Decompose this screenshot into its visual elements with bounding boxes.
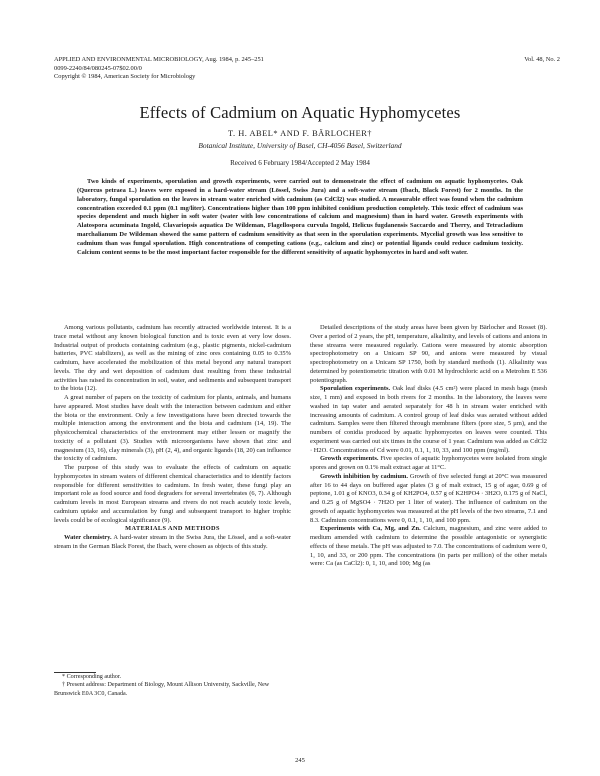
growth-inhibition-paragraph bbox=[310, 473, 547, 526]
journal-citation: APPLIED AND ENVIRONMENTAL MICROBIOLOGY, Aug. 1984, p. 245–251 bbox=[54, 56, 264, 63]
footnote-corresponding: * Corresponding author. bbox=[62, 674, 122, 680]
water-chemistry-text: A hard-water stream in the Swiss Jura, the Lössel, and a soft-water stream in the German Black Forest, the Ibach, were chosen as objects of this study. bbox=[54, 534, 291, 550]
intro-paragraph-1: Among various pollutants, cadmium has recently attracted worldwide interest. It is a trace metal without any known biological function and is toxic even at very low doses. Industrial output of products containing cadmium (e.g., plastic pigments, nickel-cadmium batteries, PVC stabilizers), as well as the mining of zinc ores containing 0.05 to 0.35% cadmium, have accelerated the mobilization of this metal beyond any natural transport levels. The dry and wet deposition of cadmium dust resulting from these industrial activities has raised its concentration in soil, water, and sediments and subsequent transport to the biota (12). bbox=[54, 324, 291, 393]
right-column bbox=[310, 324, 547, 569]
intro-paragraph-2: A great number of papers on the toxicity of cadmium for plants, animals, and humans have appeared. Most studies have dealt with the interaction between cadmium and either the biota or the environment. Only a few investigations have been directed towards the multiple interaction among the environment and the biota and cadmium (14, 19). The physicochemical characteristics of the environment may either lessen or magnify the toxicity of a pollutant (3). Studies with microorganisms have shown that zinc and magnesium (13, 16), clay minerals (3), pH (2, 4), and organic ligands (18, 20) can influence the toxicity of cadmium. bbox=[54, 394, 291, 463]
page-number: 245 bbox=[295, 757, 305, 764]
issn-line: 0099-2240/84/080245-07$02.00/0 bbox=[54, 64, 142, 72]
journal-header bbox=[54, 56, 374, 82]
sporulation-paragraph bbox=[310, 385, 547, 455]
left-column bbox=[54, 324, 291, 552]
sporulation-text: Oak leaf disks (4.5 cm²) were placed in mesh bags (mesh size, 1 mm) and exposed in both rivers for 2 months. In the laboratory, the leaves were washed in tap water and aerated separately for 48 h in stream water enriched with increasing amounts of cadmium. A control group of leaf disks was aerated without added cadmium. Samples were then filtered through membrane filters (pore size, 5 µm), and the numbers of conidia produced by aquatic hyphomycetes on leaves were counted. This experiment was carried out six times in the course of 1 year. Cadmium was added as CdCl2 · H2O. Concentrations of Cd were 0.01, 0.1, 1, 10, 33, and 100 ppm (mg/ml). bbox=[310, 385, 548, 454]
growth-inhibition-text: Growth of five selected fungi at 20°C was measured after 16 to 44 days on buffered agar plates (3 g of malt extract, 15 g of agar, 0.69 g of peptone, 1.01 g of KNO3, 0.34 g of KH2PO4, 0.57 g of K2HPO4 · 3H2O, 0.175 g of NaCl, and 0.25 g of MgSO4 · 7H2O per 1 liter of water). The influence of cadmium on the growth of aquatic hyphomycetes was measured at the pH levels of the two streams, 7.1 and 8.3. Cadmium concentrations were 0, 0.1, 1, 10, and 100 ppm. bbox=[310, 472, 547, 524]
water-chemistry-heading: Water chemistry. bbox=[64, 534, 112, 541]
water-chemistry-paragraph bbox=[54, 534, 291, 552]
ca-mg-zn-heading: Experiments with Ca, Mg, and Zn. bbox=[320, 525, 421, 533]
ca-mg-zn-paragraph bbox=[310, 525, 547, 569]
section-heading-methods: MATERIALS AND METHODS bbox=[125, 525, 220, 533]
copyright-line: Copyright © 1984, American Society for Microbiology bbox=[54, 73, 196, 81]
ca-mg-zn-text: Calcium, magnesium, and zinc were added to medium amended with cadmium to determine the possible antagonistic or synergistic effects of these metals. The pH was adjusted to 7.0. The concentrations of cadmium were 0, 1, 10, and 33, or 200 ppm. The concentrations (in parts per million) of the other metals were: Ca (as CaCl2): 0, 1, 10, and 100; Mg (as bbox=[310, 525, 547, 568]
growth-inhibition-heading: Growth inhibition by cadmium. bbox=[320, 472, 408, 480]
affiliation: Botanical Institute, University of Basel, CH-4056 Basel, Switzerland bbox=[198, 141, 402, 150]
author-line: T. H. ABEL* AND F. BÄRLOCHER† bbox=[228, 129, 372, 138]
footnote-present-address: † Present address: Department of Biology, Mount Allison University, Sackville, New Brunswick E0A 3C0, Canada. bbox=[54, 682, 270, 697]
growth-text: Five species of aquatic hyphomycetes were isolated from single spores and grown on 0.1% malt extract agar at 11°C. bbox=[310, 455, 548, 471]
received-dates: Received 6 February 1984/Accepted 2 May 1984 bbox=[230, 159, 370, 167]
growth-paragraph bbox=[310, 455, 547, 473]
volume-issue: Vol. 48, No. 2 bbox=[524, 56, 560, 63]
abstract: Two kinds of experiments, sporulation and growth experiments, were carried out to demonstrate the effect of cadmium on aquatic hyphomycetes. Oak (Quercus petraea L.) leaves were exposed in a hard-water stream (Lössel, Swiss Jura) and a soft-water stream (Ibach, Black Forest) for 2 months. In the laboratory, fungal sporulation on the leaves in stream water enriched with cadmium (as CdCl2) was studied. A measurable effect was found when the cadmium concentration exceeded 0.1 ppm (0.1 mg/liter). Concentrations higher than 100 ppm inhibited conidium production completely. This toxic effect of cadmium was species dependent and much higher in soft water (water with low concentrations of calcium and magnesium) than in hard water. Growth experiments with Alatospora acuminata Ingold, Clavariopsis aquatica De Wildeman, Flagellospora curvula Ingold, Helicus fugdanensis Saccardo and Therry, and Tetracladium marchalianum De Wildeman showed the same pattern of cadmium sensitivity as that seen in the sporulation experiments. Mycelial growth was less sensitive to cadmium than was fungal sporulation. High concentrations of competing cations (e.g., calcium and zinc) or potential ligands could reduce cadmium toxicity. Calcium content seems to be the most important factor responsible for the different sensitivity of aquatic hyphomycetes in hard and soft water. bbox=[77, 178, 523, 256]
growth-heading: Growth experiments. bbox=[320, 455, 379, 463]
study-area-paragraph: Detailed descriptions of the study areas have been given by Bärlocher and Rosset (8). Over a period of 2 years, the pH, temperature, alkalinity, and levels of cations and anions in these streams were measured regularly. Cations were measured by atomic absorption spectrophotometry on a Unicam SP 90, and anions were measured by visual spectrophotometry on a Unicam SP 1750, both by standard methods (1). Alkalinity was determined by potentiometric titration with 0.01 M hydrochloric acid on a Metrohm E 536 potentiograph. bbox=[310, 324, 547, 384]
intro-paragraph-3: The purpose of this study was to evaluate the effects of cadmium on aquatic hyphomycetes in stream waters of different chemical characteristics and to identify factors responsible for different sensitivities to cadmium. In fresh water, these fungi play an important role as food source and food degraders for several invertebrates (6, 7). Although cadmium levels in most European streams and rivers do not reach acutely toxic levels, cadmium uptake and accumulation by fungi and subsequent transport to higher trophic levels could be of ecological significance (9). bbox=[54, 464, 291, 524]
sporulation-heading: Sporulation experiments. bbox=[320, 385, 391, 393]
footnotes bbox=[54, 673, 291, 698]
article-title: Effects of Cadmium on Aquatic Hyphomycetes bbox=[139, 103, 461, 122]
